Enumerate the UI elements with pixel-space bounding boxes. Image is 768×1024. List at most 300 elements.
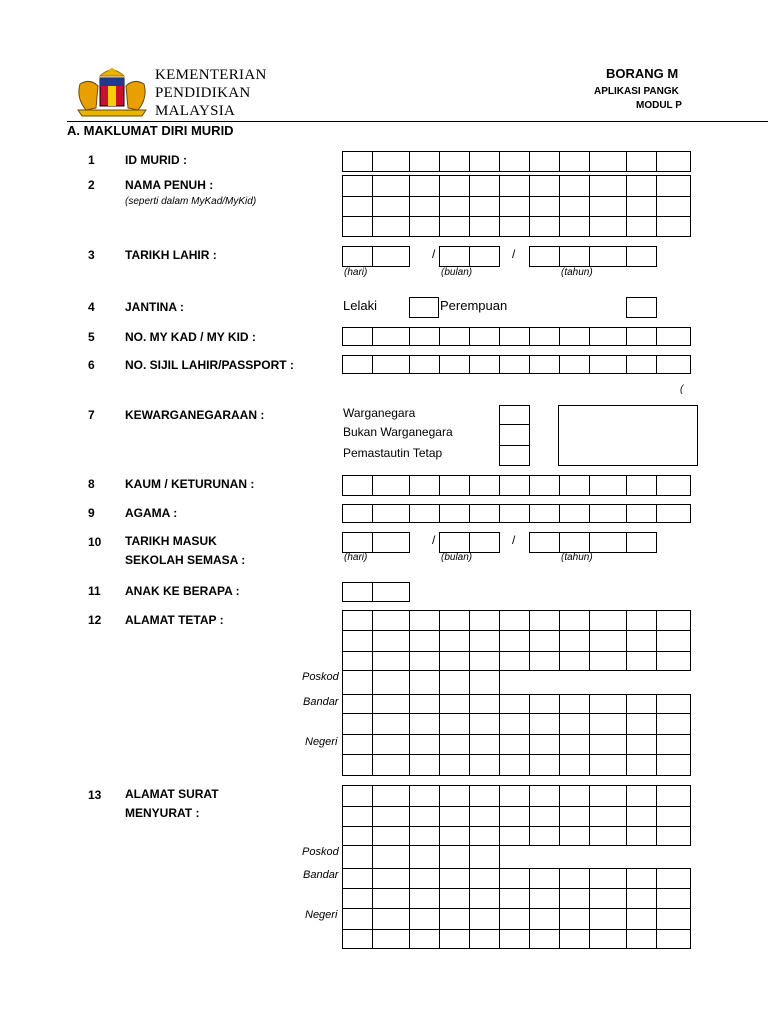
char-box[interactable] [373, 827, 410, 846]
char-box[interactable] [410, 505, 440, 523]
char-box[interactable] [627, 889, 657, 909]
char-box[interactable] [590, 695, 627, 714]
char-box[interactable] [410, 217, 440, 237]
char-box[interactable] [470, 533, 500, 553]
char-box[interactable] [343, 631, 373, 652]
char-box[interactable] [470, 217, 500, 237]
sijil-lahir-boxes[interactable] [342, 355, 691, 374]
char-box[interactable] [373, 583, 410, 602]
char-box[interactable] [627, 197, 657, 217]
char-box[interactable] [440, 611, 470, 631]
char-box[interactable] [530, 786, 560, 807]
char-box[interactable] [410, 930, 440, 949]
char-box[interactable] [500, 909, 530, 930]
checkbox-pemastautin-tetap[interactable] [499, 445, 530, 466]
char-box[interactable] [470, 152, 500, 172]
char-box[interactable] [560, 735, 590, 755]
char-box[interactable] [440, 909, 470, 930]
char-box[interactable] [560, 786, 590, 807]
char-box[interactable] [410, 827, 440, 846]
char-box[interactable] [500, 930, 530, 949]
char-box[interactable] [410, 652, 440, 671]
char-box[interactable] [500, 152, 530, 172]
char-box[interactable] [410, 846, 440, 869]
char-box[interactable] [373, 505, 410, 523]
char-box[interactable] [470, 930, 500, 949]
char-box[interactable] [560, 652, 590, 671]
char-box[interactable] [343, 755, 373, 776]
char-box[interactable] [410, 611, 440, 631]
char-box[interactable] [560, 755, 590, 776]
char-box[interactable] [500, 176, 530, 197]
char-box[interactable] [410, 714, 440, 735]
char-box[interactable] [590, 807, 627, 827]
char-box[interactable] [627, 909, 657, 930]
char-box[interactable] [373, 197, 410, 217]
alamat-surat-boxes[interactable] [342, 785, 691, 807]
char-box[interactable] [500, 611, 530, 631]
char-box[interactable] [470, 247, 500, 267]
char-box[interactable] [590, 247, 627, 267]
char-box[interactable] [440, 631, 470, 652]
char-box[interactable] [373, 652, 410, 671]
char-box[interactable] [627, 217, 657, 237]
char-box[interactable] [657, 786, 691, 807]
char-box[interactable] [440, 152, 470, 172]
char-box[interactable] [560, 328, 590, 346]
tarikh-masuk-bulan-boxes[interactable] [439, 532, 500, 553]
char-box[interactable] [343, 505, 373, 523]
char-box[interactable] [657, 889, 691, 909]
char-box[interactable] [440, 505, 470, 523]
char-box[interactable] [590, 869, 627, 889]
char-box[interactable] [373, 755, 410, 776]
char-box[interactable] [560, 152, 590, 172]
char-box[interactable] [343, 889, 373, 909]
char-box[interactable] [627, 328, 657, 346]
char-box[interactable] [530, 533, 560, 553]
char-box[interactable] [470, 476, 500, 496]
char-box[interactable] [627, 714, 657, 735]
char-box[interactable] [410, 176, 440, 197]
char-box[interactable] [440, 197, 470, 217]
char-box[interactable] [470, 328, 500, 346]
char-box[interactable] [440, 671, 470, 695]
char-box[interactable] [530, 909, 560, 930]
char-box[interactable] [373, 217, 410, 237]
char-box[interactable] [440, 930, 470, 949]
char-box[interactable] [440, 533, 470, 553]
char-box[interactable] [343, 869, 373, 889]
char-box[interactable] [410, 671, 440, 695]
char-box[interactable] [343, 652, 373, 671]
char-box[interactable] [470, 671, 500, 695]
char-box[interactable] [657, 611, 691, 631]
char-box[interactable] [440, 827, 470, 846]
char-box[interactable] [530, 889, 560, 909]
alamat-surat-negeri-boxes[interactable] [342, 929, 691, 949]
char-box[interactable] [560, 176, 590, 197]
char-box[interactable] [627, 652, 657, 671]
kaum-boxes[interactable] [342, 475, 691, 496]
char-box[interactable] [657, 476, 691, 496]
char-box[interactable] [373, 695, 410, 714]
char-box[interactable] [560, 827, 590, 846]
char-box[interactable] [530, 695, 560, 714]
char-box[interactable] [410, 631, 440, 652]
char-box[interactable] [627, 356, 657, 374]
char-box[interactable] [440, 476, 470, 496]
char-box[interactable] [470, 505, 500, 523]
char-box[interactable] [373, 909, 410, 930]
char-box[interactable] [657, 197, 691, 217]
char-box[interactable] [500, 807, 530, 827]
char-box[interactable] [627, 631, 657, 652]
checkbox-perempuan[interactable] [626, 297, 657, 318]
char-box[interactable] [410, 869, 440, 889]
char-box[interactable] [470, 356, 500, 374]
alamat-surat-poskod-boxes[interactable] [342, 845, 500, 869]
tarikh-lahir-tahun-boxes[interactable] [529, 246, 657, 267]
char-box[interactable] [440, 652, 470, 671]
char-box[interactable] [500, 695, 530, 714]
char-box[interactable] [373, 476, 410, 496]
char-box[interactable] [560, 247, 590, 267]
char-box[interactable] [657, 807, 691, 827]
tarikh-masuk-hari-boxes[interactable] [342, 532, 410, 553]
char-box[interactable] [657, 930, 691, 949]
id-murid-boxes[interactable] [342, 151, 691, 172]
char-box[interactable] [373, 807, 410, 827]
char-box[interactable] [500, 786, 530, 807]
char-box[interactable] [500, 328, 530, 346]
alamat-surat-bandar-boxes[interactable] [342, 868, 691, 889]
char-box[interactable] [343, 714, 373, 735]
char-box[interactable] [590, 356, 627, 374]
char-box[interactable] [470, 807, 500, 827]
char-box[interactable] [627, 695, 657, 714]
char-box[interactable] [373, 356, 410, 374]
char-box[interactable] [530, 152, 560, 172]
char-box[interactable] [470, 909, 500, 930]
char-box[interactable] [627, 807, 657, 827]
char-box[interactable] [410, 695, 440, 714]
char-box[interactable] [530, 247, 560, 267]
char-box[interactable] [373, 889, 410, 909]
char-box[interactable] [440, 176, 470, 197]
char-box[interactable] [470, 197, 500, 217]
char-box[interactable] [590, 476, 627, 496]
char-box[interactable] [440, 217, 470, 237]
char-box[interactable] [343, 735, 373, 755]
char-box[interactable] [373, 631, 410, 652]
char-box[interactable] [373, 152, 410, 172]
char-box[interactable] [560, 533, 590, 553]
char-box[interactable] [657, 652, 691, 671]
char-box[interactable] [590, 631, 627, 652]
char-box[interactable] [470, 827, 500, 846]
char-box[interactable] [590, 533, 627, 553]
char-box[interactable] [530, 631, 560, 652]
char-box[interactable] [410, 152, 440, 172]
char-box[interactable] [343, 846, 373, 869]
alamat-tetap-poskod-boxes[interactable] [342, 670, 500, 695]
char-box[interactable] [590, 889, 627, 909]
char-box[interactable] [530, 807, 560, 827]
char-box[interactable] [657, 356, 691, 374]
char-box[interactable] [627, 755, 657, 776]
alamat-tetap-negeri-boxes[interactable] [342, 734, 691, 755]
alamat-tetap-bandar-boxes[interactable] [342, 694, 691, 714]
char-box[interactable] [470, 695, 500, 714]
char-box[interactable] [627, 505, 657, 523]
char-box[interactable] [560, 714, 590, 735]
nama-penuh-boxes[interactable] [342, 216, 691, 237]
char-box[interactable] [343, 476, 373, 496]
char-box[interactable] [343, 328, 373, 346]
char-box[interactable] [627, 827, 657, 846]
alamat-surat-negeri-boxes[interactable] [342, 908, 691, 930]
char-box[interactable] [470, 786, 500, 807]
char-box[interactable] [560, 889, 590, 909]
char-box[interactable] [560, 476, 590, 496]
char-box[interactable] [560, 197, 590, 217]
country-input-box[interactable] [558, 405, 698, 466]
char-box[interactable] [373, 533, 410, 553]
char-box[interactable] [530, 869, 560, 889]
char-box[interactable] [373, 786, 410, 807]
char-box[interactable] [657, 714, 691, 735]
char-box[interactable] [500, 217, 530, 237]
char-box[interactable] [590, 827, 627, 846]
char-box[interactable] [560, 217, 590, 237]
char-box[interactable] [470, 735, 500, 755]
char-box[interactable] [470, 755, 500, 776]
char-box[interactable] [657, 755, 691, 776]
char-box[interactable] [343, 611, 373, 631]
tarikh-masuk-tahun-boxes[interactable] [529, 532, 657, 553]
char-box[interactable] [410, 197, 440, 217]
char-box[interactable] [410, 909, 440, 930]
char-box[interactable] [373, 671, 410, 695]
char-box[interactable] [657, 152, 691, 172]
anak-ke-boxes[interactable] [342, 582, 410, 602]
alamat-tetap-boxes[interactable] [342, 630, 691, 652]
alamat-tetap-negeri-boxes[interactable] [342, 713, 691, 735]
char-box[interactable] [657, 869, 691, 889]
char-box[interactable] [343, 909, 373, 930]
char-box[interactable] [343, 671, 373, 695]
char-box[interactable] [590, 714, 627, 735]
tarikh-lahir-bulan-boxes[interactable] [439, 246, 500, 267]
char-box[interactable] [627, 476, 657, 496]
char-box[interactable] [627, 930, 657, 949]
char-box[interactable] [560, 807, 590, 827]
char-box[interactable] [560, 611, 590, 631]
char-box[interactable] [373, 930, 410, 949]
char-box[interactable] [590, 786, 627, 807]
char-box[interactable] [343, 786, 373, 807]
char-box[interactable] [440, 356, 470, 374]
char-box[interactable] [590, 930, 627, 949]
checkbox-warganegara[interactable] [499, 405, 530, 425]
char-box[interactable] [627, 152, 657, 172]
char-box[interactable] [410, 476, 440, 496]
char-box[interactable] [440, 695, 470, 714]
char-box[interactable] [560, 505, 590, 523]
char-box[interactable] [500, 755, 530, 776]
char-box[interactable] [343, 356, 373, 374]
char-box[interactable] [560, 356, 590, 374]
alamat-surat-negeri-boxes[interactable] [342, 888, 691, 909]
char-box[interactable] [470, 176, 500, 197]
char-box[interactable] [373, 247, 410, 267]
char-box[interactable] [500, 735, 530, 755]
char-box[interactable] [343, 827, 373, 846]
char-box[interactable] [530, 505, 560, 523]
char-box[interactable] [560, 869, 590, 889]
char-box[interactable] [657, 328, 691, 346]
char-box[interactable] [560, 909, 590, 930]
char-box[interactable] [440, 714, 470, 735]
char-box[interactable] [590, 328, 627, 346]
char-box[interactable] [343, 930, 373, 949]
char-box[interactable] [440, 328, 470, 346]
char-box[interactable] [657, 631, 691, 652]
char-box[interactable] [373, 846, 410, 869]
char-box[interactable] [410, 807, 440, 827]
char-box[interactable] [440, 247, 470, 267]
char-box[interactable] [530, 755, 560, 776]
char-box[interactable] [530, 611, 560, 631]
char-box[interactable] [560, 695, 590, 714]
char-box[interactable] [627, 533, 657, 553]
char-box[interactable] [500, 652, 530, 671]
char-box[interactable] [627, 735, 657, 755]
char-box[interactable] [410, 735, 440, 755]
char-box[interactable] [373, 869, 410, 889]
char-box[interactable] [440, 869, 470, 889]
char-box[interactable] [500, 869, 530, 889]
char-box[interactable] [343, 695, 373, 714]
char-box[interactable] [627, 611, 657, 631]
char-box[interactable] [440, 755, 470, 776]
char-box[interactable] [627, 869, 657, 889]
tarikh-lahir-hari-boxes[interactable] [342, 246, 410, 267]
char-box[interactable] [343, 583, 373, 602]
char-box[interactable] [530, 356, 560, 374]
char-box[interactable] [343, 533, 373, 553]
char-box[interactable] [440, 735, 470, 755]
char-box[interactable] [343, 176, 373, 197]
mykad-boxes[interactable] [342, 327, 691, 346]
char-box[interactable] [500, 827, 530, 846]
char-box[interactable] [530, 735, 560, 755]
char-box[interactable] [470, 889, 500, 909]
char-box[interactable] [440, 889, 470, 909]
char-box[interactable] [500, 631, 530, 652]
char-box[interactable] [410, 786, 440, 807]
char-box[interactable] [343, 807, 373, 827]
char-box[interactable] [590, 611, 627, 631]
char-box[interactable] [590, 505, 627, 523]
char-box[interactable] [373, 328, 410, 346]
nama-penuh-boxes[interactable] [342, 175, 691, 197]
checkbox-bukan-warganegara[interactable] [499, 424, 530, 446]
char-box[interactable] [530, 328, 560, 346]
char-box[interactable] [440, 846, 470, 869]
char-box[interactable] [590, 755, 627, 776]
checkbox-lelaki[interactable] [409, 297, 439, 318]
char-box[interactable] [373, 176, 410, 197]
char-box[interactable] [560, 930, 590, 949]
char-box[interactable] [500, 505, 530, 523]
char-box[interactable] [657, 505, 691, 523]
char-box[interactable] [373, 714, 410, 735]
nama-penuh-boxes[interactable] [342, 196, 691, 217]
char-box[interactable] [590, 217, 627, 237]
char-box[interactable] [470, 652, 500, 671]
char-box[interactable] [470, 714, 500, 735]
char-box[interactable] [530, 652, 560, 671]
char-box[interactable] [500, 476, 530, 496]
char-box[interactable] [657, 695, 691, 714]
char-box[interactable] [657, 176, 691, 197]
char-box[interactable] [530, 217, 560, 237]
char-box[interactable] [343, 217, 373, 237]
char-box[interactable] [373, 735, 410, 755]
char-box[interactable] [500, 889, 530, 909]
char-box[interactable] [343, 247, 373, 267]
char-box[interactable] [530, 930, 560, 949]
char-box[interactable] [440, 807, 470, 827]
char-box[interactable] [500, 714, 530, 735]
char-box[interactable] [500, 356, 530, 374]
char-box[interactable] [530, 176, 560, 197]
char-box[interactable] [590, 735, 627, 755]
char-box[interactable] [560, 631, 590, 652]
char-box[interactable] [470, 846, 500, 869]
alamat-tetap-boxes[interactable] [342, 651, 691, 671]
char-box[interactable] [410, 755, 440, 776]
char-box[interactable] [590, 152, 627, 172]
char-box[interactable] [470, 631, 500, 652]
alamat-surat-boxes[interactable] [342, 806, 691, 827]
char-box[interactable] [410, 356, 440, 374]
char-box[interactable] [373, 611, 410, 631]
alamat-surat-boxes[interactable] [342, 826, 691, 846]
char-box[interactable] [657, 827, 691, 846]
char-box[interactable] [590, 652, 627, 671]
char-box[interactable] [627, 176, 657, 197]
char-box[interactable] [530, 197, 560, 217]
char-box[interactable] [530, 476, 560, 496]
alamat-tetap-boxes[interactable] [342, 610, 691, 631]
char-box[interactable] [627, 786, 657, 807]
char-box[interactable] [627, 247, 657, 267]
char-box[interactable] [590, 197, 627, 217]
char-box[interactable] [657, 217, 691, 237]
char-box[interactable] [410, 328, 440, 346]
char-box[interactable] [657, 735, 691, 755]
char-box[interactable] [343, 152, 373, 172]
char-box[interactable] [657, 909, 691, 930]
char-box[interactable] [590, 909, 627, 930]
char-box[interactable] [470, 869, 500, 889]
char-box[interactable] [410, 889, 440, 909]
char-box[interactable] [590, 176, 627, 197]
agama-boxes[interactable] [342, 504, 691, 523]
